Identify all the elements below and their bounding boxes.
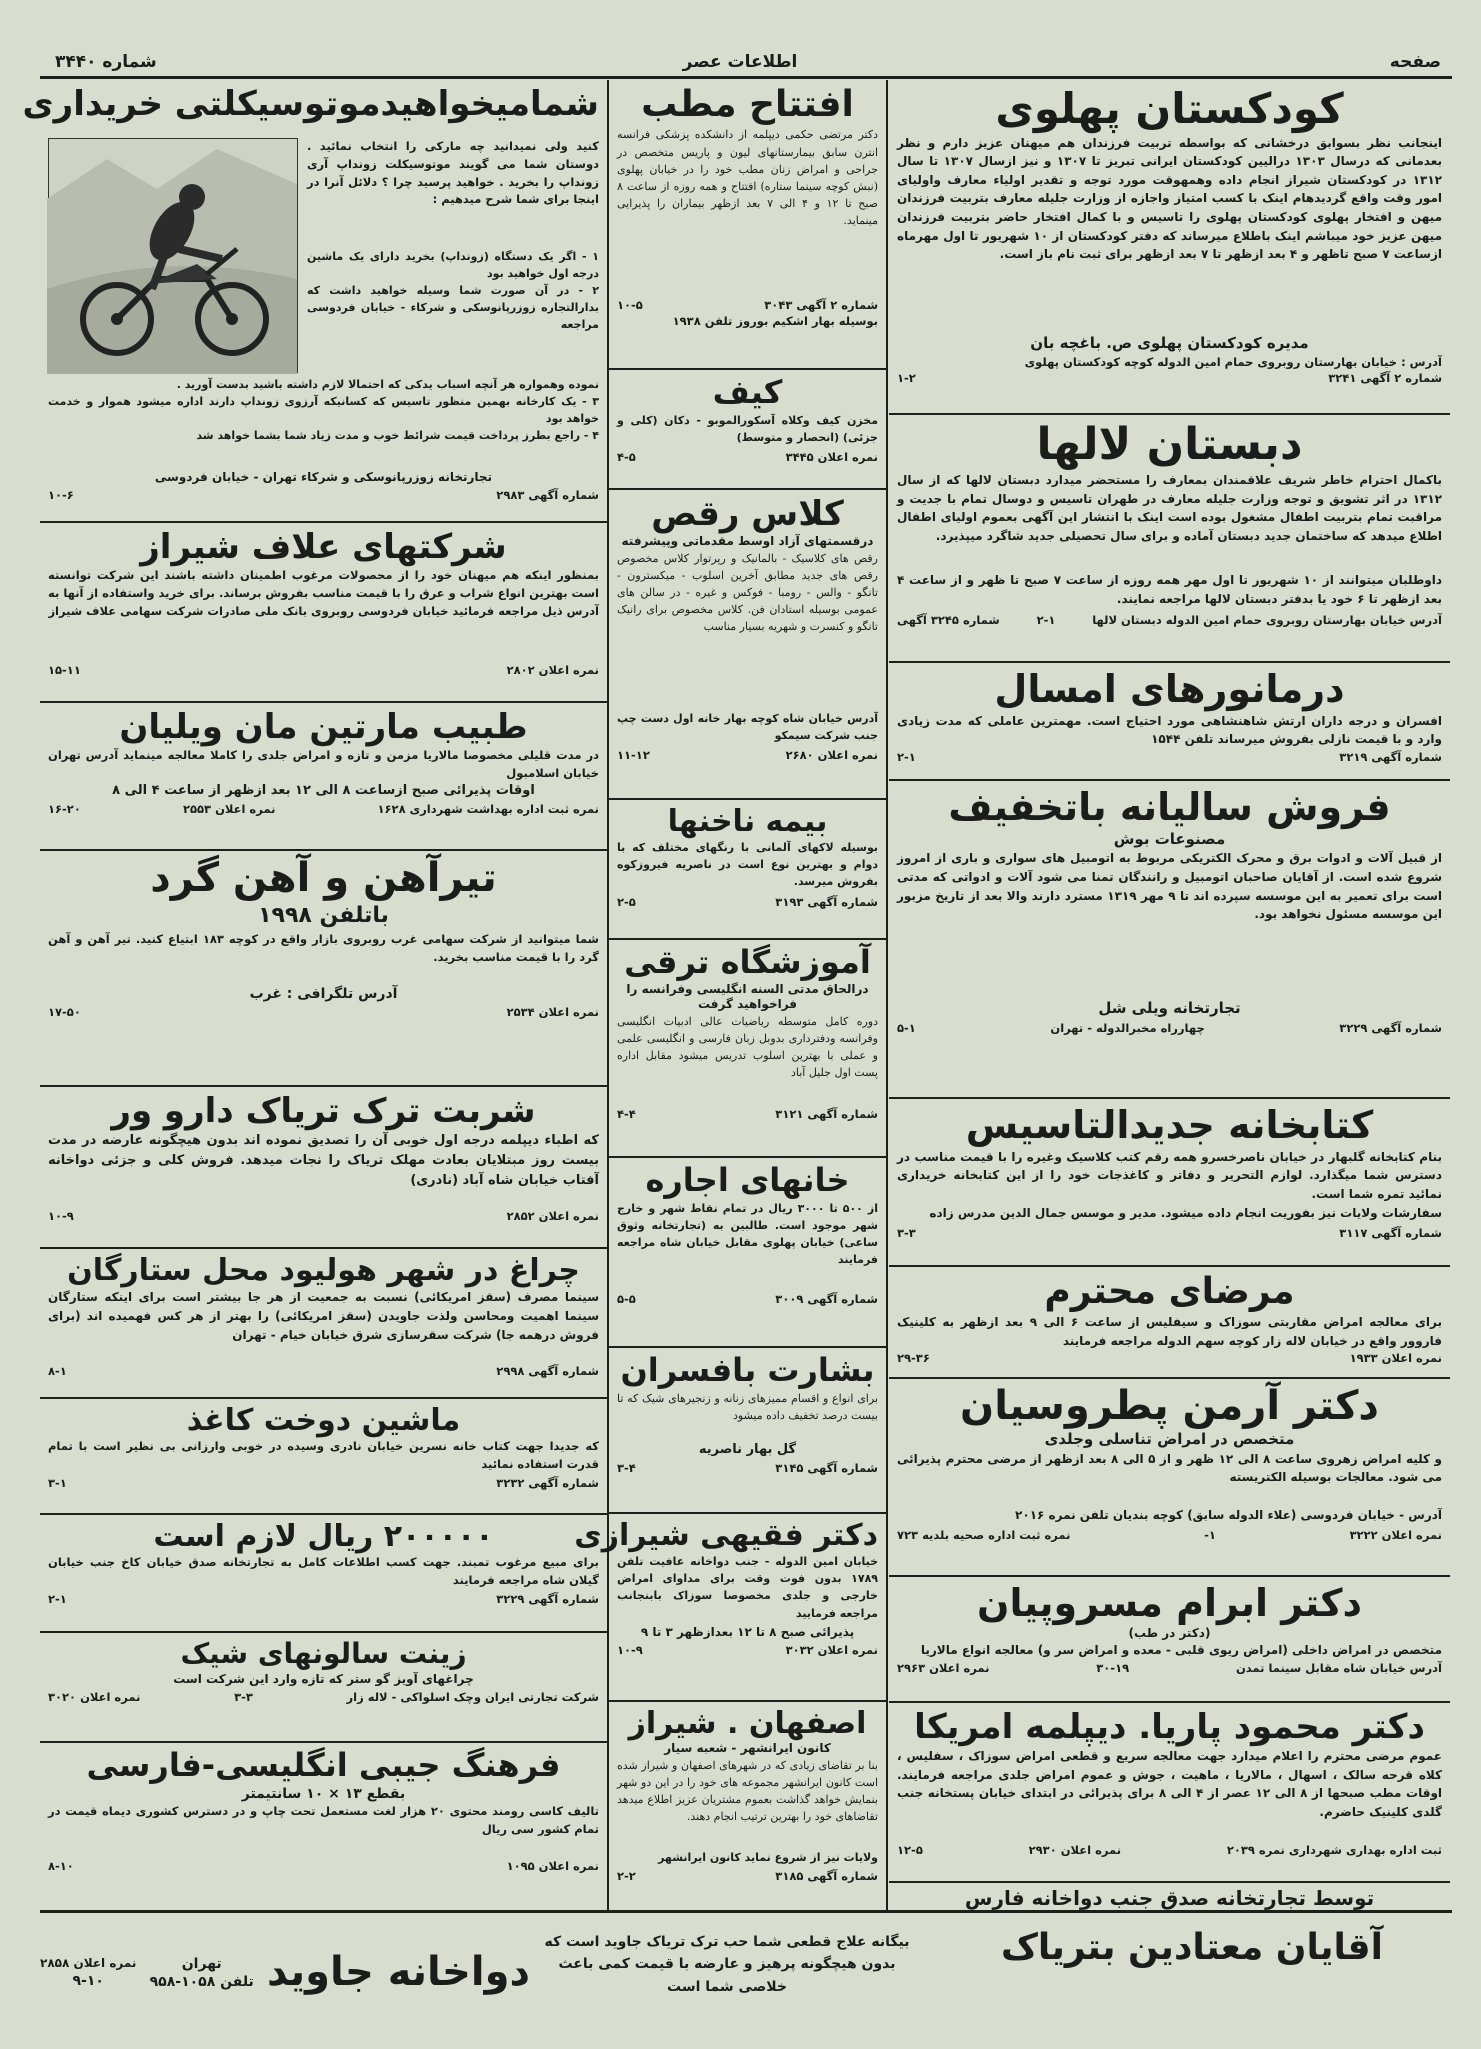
ad-code: ۱۰-۹ bbox=[48, 1209, 74, 1224]
footer-left-notice bbox=[40, 1956, 136, 1990]
ad-hollywood-gum bbox=[40, 1249, 607, 1399]
ad-pocket-dictionary bbox=[40, 1743, 607, 1910]
ad-number: نمره اعلان ۱۰۹۵ bbox=[506, 1858, 599, 1873]
ad-extra: آدرس - خیابان فردوسی (علاء الدوله سابق) کوچه بندیان تلفن نمره ۲۰۱۶ bbox=[1015, 1507, 1442, 1522]
ad-registration: نمره ثبت اداره صحیه بلدیه ۷۲۳ bbox=[897, 1527, 1071, 1542]
ad-code: ۳-۳ bbox=[897, 1225, 916, 1240]
ad-subtitle: متخصص در امراض تناسلی وجلدی bbox=[1044, 1430, 1295, 1449]
ad-title: کلاس رقص bbox=[651, 494, 844, 534]
footer-left bbox=[40, 1913, 530, 2033]
ad-officers-news bbox=[609, 1348, 886, 1514]
ad-address: چهارراه مخبرالدوله - تهران bbox=[1050, 1020, 1205, 1035]
ad-number: نمره اعلان ۳۰۳۲ bbox=[785, 1642, 878, 1657]
ad-footer bbox=[48, 1005, 599, 1019]
ad-title: زینت سالونهای شیک bbox=[180, 1637, 467, 1670]
ad-code: ۵-۵ bbox=[617, 1291, 636, 1306]
ad-number: نمره اعلان ۱۹۳۳ bbox=[1349, 1351, 1442, 1366]
ad-reasons-list-continued bbox=[48, 376, 599, 466]
ad-opium-syrup bbox=[40, 1087, 607, 1249]
ad-body: اینجانب نظر بسوابق درخشانی که بواسطه تربیت فرزندان هم میهنان عزیز دارم و نظر بعدمانی که درسال ۱۳۰۳ درالیین کودکستان ایرانی تبریز تا ۱۳۰۷ و نیز ازسال ۱۳۰۷ تا سال ۱۳۱۲ در کودکستان شیراز انجام داده وهمهوقت مورد توجه و تقدیر اولیاء معارف واولیای امور وقت واقع گردیدهام اینک با کسب امتیاز واجازه از وزارت جلیله معارف بتربیت فرزندان میهن و افتخار پهلوی کودکستان پهلوی را تاسیس و با کمال افتخار حاضر بتربیت فرزندان میهن عزیز خود میباشم اینک باطلاع میرساند که دفتر کودکستان از ۱۰ شهریور تا اول مهرماه ازساعت ۷ صبح تاظهر و ۴ بعد ازظهر تا ۷ بعد ازظهر برای ثبت نام باز است. bbox=[897, 135, 1442, 262]
ad-footer bbox=[897, 1021, 1442, 1035]
ad-footer bbox=[897, 1843, 1442, 1857]
ad-code: ۱۵-۱۱ bbox=[48, 663, 81, 678]
column-left bbox=[22, 80, 607, 1910]
ad-body: و کلیه امراض زهروی ساعت ۸ الی ۱۲ ظهر و از ۵ الی ۸ بعد ازظهر از مرضی محترم پذیرائی می شود. معالجات بوسیله الکتریسته bbox=[897, 1451, 1442, 1485]
ad-houses-for-rent bbox=[609, 1158, 886, 1348]
ad-extra: آدرس تلگرافی : غرب bbox=[249, 985, 398, 1002]
ad-number: نمره اعلان ۳۴۴۵ bbox=[785, 449, 878, 464]
ad-body: دکتر مرتضی حکمی دیپلمه از دانشکده پزشکی فرانسه انترن سابق بیمارستانهای لیون و پاریس متخصص در جراحی و امراض زنان مطب خود را در خیابان پهلوی (نبش کوچه سینما ستاره) افتتاح و همه روزه از ساعت ۸ صبح تا ۱۲ و ۴ الی ۷ بعد ازظهر بیماران را پذیرایی مینماید. bbox=[617, 128, 879, 227]
column-center bbox=[574, 80, 886, 1910]
ad-code: ۲-۱ bbox=[1036, 612, 1056, 627]
ad-number: نمره اعلان ۲۵۳۴ bbox=[506, 1004, 599, 1019]
ad-footer bbox=[617, 450, 878, 464]
ad-code: ۱۰-۹ bbox=[617, 1642, 643, 1657]
ad-extra: پذیرائی صبح ۸ تا ۱۲ بعدازظهر ۳ تا ۹ bbox=[640, 1625, 855, 1640]
ad-address: آدرس خیابان بهارستان روبروی حمام امین الدوله دبستان لالها bbox=[1092, 612, 1442, 627]
ad-code: ۱- bbox=[1204, 1527, 1216, 1542]
footer-center bbox=[532, 1913, 922, 2033]
ad-title: ۲۰۰۰۰۰ ریال لازم است bbox=[153, 1519, 494, 1554]
ad-bottom bbox=[48, 470, 599, 502]
ad-maneuvers bbox=[889, 663, 1450, 781]
ad-footer bbox=[897, 371, 1442, 385]
column-rule-right bbox=[886, 80, 888, 1910]
motorcycle-illustration bbox=[48, 138, 298, 373]
ad-footer bbox=[897, 1351, 1442, 1365]
ad-body: مخزن کیف وکلاه آسکورالموبو - دکان (کلی و جزئی) (انحصار و متوسط) bbox=[617, 413, 878, 444]
ad-footer bbox=[897, 1661, 1442, 1675]
ad-footer bbox=[617, 895, 878, 909]
ad-kindergarten-pahlavi bbox=[889, 80, 1450, 415]
footer-left-contact bbox=[150, 1955, 254, 1991]
ad-iron-beams bbox=[40, 851, 607, 1087]
ad-footer bbox=[897, 1226, 1442, 1240]
ad-body: در مدت قلیلی مخصوصا مالاریا مزمن و تازه و امراض جلدی را کاملا معالجه مینماید آدرس تهران خیابان اسلامبول bbox=[48, 748, 599, 780]
ad-body: افسران و درجه داران ارتش شاهنشاهی مورد احتیاج است. مهمترین عاملی که مدت زیادی وارد و با قیمت نازلی بفروش میرساند تلفن ۱۵۴۴ bbox=[897, 713, 1442, 747]
ad-code: ۱-۲ bbox=[897, 371, 916, 386]
ad-body: بمنظور اینکه هم میهنان خود را از محصولات مرغوب اطمینان داشته باشند این شرکت توانسته است بهترین انواع شراب و عرق را با قیمت مناسب بفروش برساند. برای خرید واستفاده از آنها به آدرس ذیل مراجعه فرمائید خیابان فردوسی روبروی بانک ملی صادرات شرکت سهامی علاف شیراز bbox=[48, 568, 599, 618]
ad-title: تیرآهن و آهن گرد bbox=[150, 855, 497, 901]
ad-title: توسط تجارتخانه صدق جنب دواخانه فارس bbox=[964, 1886, 1375, 1910]
ad-code: ۳-۱ bbox=[48, 1476, 67, 1491]
ad-body: باکمال احترام خاطر شریف علاقمندان بمعارف را مستحضر میدارد دبستان لالها که از سال ۱۳۱۲ در اثر تشویق و توجه وزارت جلیله معارف در طهران تاسیس و دوسال تمام با جدیت و مراقبت تمام بتربیت اطفال مشغول بوده است اینک با انتشار این آگهی بعموم اولیای اطفال اطلاع میدهد که ساختمان جدید دبستان آماده و برای سال تحصیلی جدید شاگرد میپذیرد. bbox=[897, 472, 1442, 543]
ad-dr-abram-masroupian bbox=[889, 1577, 1450, 1703]
ad-extra: آدرس خیابان شاه کوچه بهار خانه اول دست چپ جنب شرکت سیمکو bbox=[617, 711, 878, 742]
ad-footer bbox=[48, 1592, 599, 1606]
ad-title: دبستان لالها bbox=[1036, 419, 1303, 470]
ad-body: که جدیدا جهت کتاب خانه نسرین خیابان نادری وسیده در خوبی وارزانی بی نظیر است با تمام قدرت استفاده نمائید bbox=[48, 1439, 599, 1472]
ad-dr-faghihi-shirazi bbox=[574, 1514, 886, 1702]
ad-title: شرکتهای علاف شیراز bbox=[140, 527, 507, 567]
ad-signature: تجارتخانه زوزرپانوسکی و شرکاء تهران - خیابان فردوسی bbox=[154, 470, 493, 484]
ad-paper-stitcher bbox=[40, 1399, 607, 1515]
ad-registration: ثبت اداره بهداری شهرداری نمره ۲۰۳۹ bbox=[1226, 1843, 1442, 1858]
ad-footer bbox=[48, 1690, 599, 1704]
list-item: ۳ - یک کارخانه بهمین منظور تاسیس که کسانیکه آرزوی زونداپ دارند اداره میشود هموار و خدمت خواهد بود bbox=[48, 395, 599, 426]
footer-right bbox=[932, 1913, 1452, 2033]
ad-title: کیف bbox=[712, 373, 783, 411]
ad-zundapp-motorcycle bbox=[22, 80, 607, 523]
ad-isfahan-shiraz bbox=[609, 1702, 886, 1910]
ad-title: بیمه ناخنها bbox=[667, 804, 828, 839]
ad-code: ۱۱-۱۲ bbox=[617, 747, 650, 762]
footer-left-phone: تلفن ۱۰۵۸-۹۵۸ bbox=[149, 1974, 254, 1990]
ad-number: نمره اعلان ۲۹۳۰ bbox=[1028, 1843, 1122, 1858]
ad-title: خانهای اجاره bbox=[645, 1161, 850, 1199]
ad-code: ۳۰-۱۹ bbox=[1096, 1661, 1130, 1676]
ad-number: نمره اعلان ۲۹۶۳ bbox=[897, 1661, 990, 1676]
ad-title: کودکستان پهلوی bbox=[995, 84, 1344, 133]
ad-body: بوسیله لاکهای آلمانی با رنگهای مختلف که با دوام و بهترین نوع است در ناصریه فیروزکوه بفروش میرسد. bbox=[617, 841, 878, 889]
ad-number: نمره اعلان ۳۰۲۰ bbox=[48, 1690, 141, 1705]
ad-number: شماره ۳۲۴۵ آگهی bbox=[897, 612, 1000, 627]
ad-code: ۴-۵ bbox=[617, 449, 636, 464]
ad-title: اصفهان . شیراز bbox=[628, 1706, 867, 1741]
footer-left-title: دواخانه جاوید bbox=[267, 1949, 530, 1996]
ad-number: شماره آگهی ۲۹۹۸ bbox=[496, 1364, 599, 1379]
ad-title: دکتر فقیهی شیرازی bbox=[574, 1518, 878, 1553]
ad-number: شماره آگهی ۲۹۸۳ bbox=[496, 487, 599, 502]
ad-title: بشارت بافسران bbox=[620, 1351, 875, 1389]
ad-subtitle: مصنوعات بوش bbox=[1113, 829, 1226, 848]
ad-footer bbox=[48, 663, 599, 677]
ad-code: ۲-۲ bbox=[617, 1868, 636, 1883]
ad-code: ۸-۱ bbox=[48, 1364, 67, 1379]
ad-footer bbox=[617, 298, 878, 312]
ad-body: عموم مرضی محترم را اعلام میدارد جهت معالجه سریع و قطعی امراض سوزاک ، سفلیس ، کلاه قرحه سالک ، اسهال ، مالاریا ، ماهیت ، جوش و عموم امراض جلدی مراجعه فرمایند. اوقات مطب صبحها از ۸ الی ۱۲ عصر از ۴ الی ۸ برای پذیرائی در ابتدای خیابان پستخانه جنب گلدی کلینیک حاضرم. bbox=[897, 1749, 1443, 1819]
ad-code: ۳-۳ bbox=[234, 1690, 253, 1705]
footer-left-city: تهران bbox=[181, 1955, 222, 1972]
ad-title: کتابخانه جدیدالتاسیس bbox=[965, 1103, 1374, 1147]
ad-footer bbox=[617, 1461, 878, 1475]
ad-body: که اطباء دیپلمه درجه اول خوبی آن را تصدیق نموده اند بدون هیچگونه عارضه در مدت بیست روز مبتلایان بعادت مهلک تریاک را نجات میدهد. فروش کلی و جزئی دواخانه آفتاب خیابان شاه آباد (نادری) bbox=[48, 1133, 599, 1189]
ad-code: ۴-۴ bbox=[617, 1106, 636, 1121]
ad-chandeliers bbox=[40, 1633, 607, 1743]
ad-extra: اوقات پذیرائی صبح ازساعت ۸ الی ۱۲ بعد ازظهر از ساعت ۴ الی ۸ bbox=[112, 783, 535, 799]
ad-number: شماره آگهی ۳۲۲۹ bbox=[496, 1592, 599, 1607]
ad-code: ۱۶-۲۰ bbox=[48, 802, 81, 816]
header-page-label: صفحه bbox=[1389, 52, 1441, 72]
ad-number: شماره آگهی ۳۲۳۲ bbox=[496, 1476, 599, 1491]
ad-footer bbox=[897, 355, 1442, 369]
footer-banner bbox=[40, 1913, 1452, 2033]
ad-signature: مدیره کودکستان پهلوی ص. باغچه بان bbox=[1030, 333, 1309, 352]
ad-allaf-shiraz bbox=[40, 523, 607, 703]
list-item: نموده وهمواره هر آنچه اسباب یدکی که احتمالا لازم داشته باشید بدست آورید . bbox=[176, 378, 599, 391]
ad-title: چراغ در شهر هولیود محل ستارگان bbox=[67, 1253, 580, 1288]
ad-address: آدرس خیابان شاه مقابل سینما تمدن bbox=[1235, 1661, 1442, 1676]
footer-left-notice-number: نمره اعلان ۲۸۵۸ bbox=[40, 1956, 137, 1971]
ad-footer bbox=[617, 1643, 878, 1657]
ad-body: از ۵۰۰ تا ۳۰۰۰ ریال در تمام نقاط شهر و خارج شهر موجود است. طالبین به (تجارتخانه وثوق ساعی) خیابان پهلوی مقابل خیابان شاه مراجعه فرمایند bbox=[617, 1201, 879, 1266]
ad-footer bbox=[897, 750, 1442, 764]
ad-extra: گل بهار ناصریه bbox=[698, 1441, 797, 1457]
ad-body: بنا بر تقاضای زیادی که در شهرهای اصفهان و شیراز شده است کانون ایرانشهر مجموعه های خود را در این دو شهر بنمایش خواهد گذاشت بعموم مشتریان عزیز اطلاع میدهد تقاضاهای خود را بهترین ترتیب انجام دهند. bbox=[617, 1758, 878, 1824]
list-item: ۱ - اگر یک دستگاه (زونداپ) بخرید دارای یک ماشین درجه اول خواهید بود bbox=[307, 250, 599, 281]
ad-reasons-list bbox=[307, 248, 599, 373]
ad-sedgh-trading bbox=[889, 1883, 1450, 1910]
ad-title: فروش سالیانه باتخفیف bbox=[948, 785, 1391, 829]
ad-clinic-opening bbox=[609, 80, 886, 370]
ad-note-text: بوسیله بهار اشکیم بوروز تلفن ۱۹۳۸ bbox=[672, 314, 878, 329]
ad-number: شماره آگهی ۳۲۱۹ bbox=[1339, 749, 1442, 764]
ad-dr-mahmoud-paria bbox=[889, 1703, 1450, 1883]
ad-body: بنام کتابخانه گلبهار در خیابان ناصرخسرو همه رقم کتب کلاسیک وغیره را با قیمت مناسب در دسترس شما میگذارد. لوازم التحریر و دفاتر و کاغذجات خود را از این کتابخانه خریداری نمائید تمره شما است. bbox=[897, 1149, 1442, 1202]
ad-body: شما میتوانید از شرکت سهامی غرب روبروی بازار واقع در کوچه ۱۸۳ ابتیاع کنید. تیر آهن و آهن گرد را با قیمت مناسب بخرید. bbox=[48, 931, 599, 964]
column-right bbox=[889, 80, 1450, 1910]
ad-body: متخصص در امراض داخلی (امراض ریوی قلبی - معده و امراض سر و) معالجه انواع مالاریا bbox=[920, 1643, 1442, 1658]
ad-subtitle: بقطع ۱۳ × ۱۰ سانتیمتر bbox=[241, 1785, 406, 1802]
header-issue-number: شماره ۳۴۴۰ bbox=[55, 52, 157, 72]
ad-footer bbox=[897, 613, 1442, 627]
ad-title: افتتاح مطب bbox=[641, 84, 854, 125]
header-rule bbox=[40, 76, 1452, 79]
footer-right-body: بیگانه علاج قطعی شما حب ترک تریاک جاوید است که بدون هیچگونه پرهیز و عارضه با قیمت کمی باعث خلاصی شما است bbox=[544, 1934, 910, 1995]
footer-left-row bbox=[40, 1913, 530, 2033]
ad-address: آدرس : خیابان بهارستان روبروی حمام امین الدوله کوچه کودکستان پهلوی bbox=[1024, 355, 1442, 370]
ad-taraghi-school bbox=[609, 940, 886, 1158]
ad-code: ۲-۱ bbox=[48, 1592, 67, 1607]
ad-body: برای مبیع مرغوب تمبند. جهت کسب اطلاعات کامل به تجارتخانه صدق خیابان کاخ جنب خیابان گیلان شاه مراجعه فرمایند bbox=[48, 1555, 599, 1588]
ad-body: تالیف کاسی رومند محتوی ۲۰ هزار لغت مستعمل تحت چاپ و در دسترس کشوری دیماه قیمت در تمام کشور سی ریال bbox=[48, 1803, 599, 1836]
ad-footer bbox=[48, 1476, 599, 1490]
ad-note bbox=[617, 314, 878, 328]
ad-number: شماره آگهی ۳۰۰۹ bbox=[775, 1291, 878, 1306]
ad-footer bbox=[617, 748, 878, 762]
ad-signature: تجارتخانه ویلی شل bbox=[1098, 999, 1241, 1018]
ad-title: آموزشگاه ترقی bbox=[624, 943, 871, 981]
ad-dance-class bbox=[609, 490, 886, 800]
ad-number: شماره ۲ آگهی ۳۲۴۱ bbox=[1328, 371, 1442, 386]
ad-code: ۱۰-۵ bbox=[617, 298, 643, 313]
ad-registration: نمره ثبت اداره بهداشت شهرداری ۱۶۲۸ bbox=[377, 802, 599, 816]
ad-new-bookstore bbox=[889, 1099, 1450, 1267]
ad-body: دوره کامل متوسطه ریاضیات عالی ادبیات انگلیسی وفرانسه ودفترداری بدوبل زبان فارسی و انگلیسی علمی و عملی با بهترین اسلوب تدریس میشود مقابل اداره پست اول جلیل آباد bbox=[617, 1014, 878, 1080]
ad-number: نمره اعلان ۳۲۲۲ bbox=[1349, 1527, 1442, 1542]
ad-number: شماره آگهی ۳۲۲۹ bbox=[1339, 1020, 1442, 1035]
ad-number: شماره ۲ آگهی ۳۰۴۳ bbox=[764, 298, 878, 313]
ad-title: دکتر ابرام مسروپیان bbox=[977, 1581, 1362, 1625]
header-center-title: اطلاعات عصر bbox=[682, 52, 798, 72]
ad-footer bbox=[617, 1869, 878, 1883]
ad-subtitle: درالحاق مدتی السنه انگلیسی وفرانسه را فراخواهید گرفت bbox=[626, 981, 869, 1012]
ad-number: نمره اعلان ۲۵۵۳ bbox=[182, 802, 276, 816]
ad-title: ماشین دوخت کاغذ bbox=[186, 1403, 461, 1438]
ad-code: ۱۷-۵۰ bbox=[48, 1004, 81, 1019]
ad-rial-needed bbox=[40, 1515, 607, 1633]
ad-code: ۸-۱۰ bbox=[48, 1858, 74, 1873]
ad-body: رقص های کلاسیک - بالمانیک و رپرتوار کلاس مخصوص رقص های جدید مطابق آخرین اسلوب - میکسترون - تانگو - والس - رومبا - فوکس و غیره - در سالن های عمومی بوسیله استادان فن. کلاس مخصوص برای رانیک تانگو و کنسرت و شهریه بسیار مناسب bbox=[617, 551, 878, 633]
ad-body: خیابان امین الدوله - جنب دواخانه عافیت تلفن ۱۷۸۹ بدون فوت وقت برای مداوای امراض خارجی و جلدی مخصوصا سوزاک بابنجانب مراجعه فرمایید bbox=[617, 1555, 878, 1620]
ad-code: ۳-۴ bbox=[617, 1460, 636, 1475]
footer-right-title: آقایان معتادین بتریاک bbox=[1001, 1927, 1383, 1968]
ad-footer bbox=[897, 1528, 1442, 1542]
ad-physician-martin bbox=[40, 703, 607, 851]
footer-left-code: ۹-۱۰ bbox=[72, 1972, 104, 1989]
ad-subtitle: (دکتر در طب) bbox=[1128, 1625, 1211, 1640]
ad-number: نمره اعلان ۲۸۵۲ bbox=[506, 1209, 599, 1224]
ad-footer bbox=[48, 1209, 599, 1223]
ad-nail-insurance bbox=[609, 800, 886, 940]
ad-title: فرهنگ جیبی انگلیسی-فارسی bbox=[86, 1746, 561, 1784]
ad-number: شماره آگهی ۳۱۹۳ bbox=[775, 895, 878, 910]
ad-title: دکتر آرمن پطروسیان bbox=[960, 1383, 1379, 1429]
ad-extra: داوطلبان میتوانند از ۱۰ شهریور تا اول مهر همه روزه از ساعت ۷ صبح تا ظهر و از ساعت ۴ بعد ازظهر تا ۶ خود یا بدفتر دبستان لالها مراجعه نمایند. bbox=[897, 572, 1442, 606]
ad-footer bbox=[48, 488, 599, 502]
ad-code: ۱۲-۵ bbox=[897, 1843, 923, 1858]
ad-number: شماره آگهی ۳۱۴۵ bbox=[775, 1460, 878, 1475]
ad-number: شماره آگهی ۳۱۲۱ bbox=[775, 1106, 878, 1121]
ad-title: طبیب مارتین مان ویلیان bbox=[119, 707, 528, 747]
ad-address: شرکت تجارتی ایران وچک اسلواکی - لاله زار bbox=[346, 1690, 599, 1705]
ad-extra: سفارشات ولایات نیز بفوریت انجام داده میشود. مدیر و موسس جمال الدین مدرس زاده bbox=[929, 1205, 1442, 1220]
ad-subtitle: کانون ایرانشهر - شعبه سیار bbox=[664, 1741, 831, 1756]
ad-title: مرضای محترم bbox=[1044, 1271, 1295, 1312]
list-item: ۲ - در آن صورت شما وسیله خواهید داشت که بدارالتجاره زوزرپانوسکی و شرکاء - خیابان فردوسی مراجعه bbox=[307, 284, 599, 332]
ad-body: سینما مصرف (سقز امریکائی) نسبت به جمعیت از هر جا بیشتر است برای اینکه ستارگان سینما اهمیت ومحاسن ولذت جاویدن (سقز امریکائی) را بهتر از هر کس فهمیده اند (برای فروش درهمه جا) شرکت سقرسازی شرق خیابان خیام - تهران bbox=[48, 1290, 599, 1342]
ad-body: کنید ولی نمیدانید چه مارکی را انتخاب نمائید . دوستان شما می گویند موتوسیکلت زونداپ آری زونداپ را بخرید . خواهید پرسید چرا ؟ دلائل آنرا در اینجا برای شما شرح میدهیم : bbox=[307, 139, 599, 207]
motorcycle-rider-icon bbox=[47, 139, 297, 374]
ad-code: ۲-۵ bbox=[617, 895, 636, 910]
ad-bags bbox=[609, 370, 886, 490]
ad-respected-patients bbox=[889, 1267, 1450, 1379]
ad-title: شمامیخواهیدموتوسیکلتی خریداری bbox=[22, 84, 599, 124]
ad-subtitle: درقسمتهای آزاد اوسط مقدماتی وپیشرفته bbox=[621, 534, 874, 549]
list-item: ۴ - راجع بطرز پرداخت قیمت شرائط خوب و مدت زیاد شما بشما خواهد شد bbox=[196, 429, 599, 443]
ad-footer bbox=[617, 1107, 878, 1121]
ad-number: شماره آگهی ۳۱۱۷ bbox=[1339, 1225, 1442, 1240]
ad-body: برای انواع و اقسام ممیزهای زنانه و زنجیرهای شیک که تا بیست درصد تخفیف داده میشود bbox=[617, 1391, 878, 1422]
ad-title: شربت ترک تریاک دارو ور bbox=[111, 1091, 536, 1131]
ad-number: شماره آگهی ۳۱۸۵ bbox=[775, 1868, 878, 1883]
ad-footer bbox=[48, 802, 599, 816]
ad-subtitle: باتلفن ۱۹۹۸ bbox=[258, 903, 389, 929]
ad-body: از قبیل آلات و ادوات برق و محرک الکتریکی مربوط به اتومبیل های سواری و باری از امروز شروع شده است. از آقایان صاحبان اتومبیل و رانندگان تمنا می شود آلات و ادواتی که مدتی است برای تعمیر به این موسسه سپرده اند تا ۹ مهر ۱۳۱۹ مسترد دارند والا بعد از تاریخ مزبور این موسسه مسئول نخواهد بود. bbox=[897, 851, 1443, 922]
ad-footer bbox=[48, 1364, 599, 1378]
ad-footer bbox=[617, 1292, 878, 1306]
ad-body: برای معالجه امراض مقاربتی سوزاک و سیفلیس از ساعت ۶ الی ۹ بعد ازظهر به کلینیک فاروور واقع در خیابان لاله زار کوچه سهم الدوله مراجعه فرمایند bbox=[897, 1315, 1442, 1349]
ad-footer bbox=[48, 1859, 599, 1873]
ad-code: ۵-۱ bbox=[897, 1020, 916, 1035]
ad-dr-armen-petrosian bbox=[889, 1379, 1450, 1577]
ad-code: ۱۰-۶ bbox=[48, 487, 74, 502]
ad-title: درمانورهای امسال bbox=[994, 667, 1345, 711]
ad-lalha-school bbox=[889, 415, 1450, 663]
ad-number: نمره اعلان ۲۶۸۰ bbox=[785, 747, 878, 762]
ad-code: ۲-۱ bbox=[897, 749, 916, 764]
ad-extra: ولایات نیز از شروع نماید کانون ایرانشهر bbox=[658, 1850, 878, 1864]
ad-number: نمره اعلان ۲۸۰۲ bbox=[506, 663, 599, 678]
ad-body: چراغهای آویز گو ستر که تازه وارد این شرکت است bbox=[173, 1672, 474, 1687]
ad-title: دکتر محمود پاریا. دیپلمه امریکا bbox=[914, 1707, 1425, 1747]
ad-code: ۲۹-۳۶ bbox=[897, 1351, 930, 1366]
ad-bosch-annual-sale bbox=[889, 781, 1450, 1099]
